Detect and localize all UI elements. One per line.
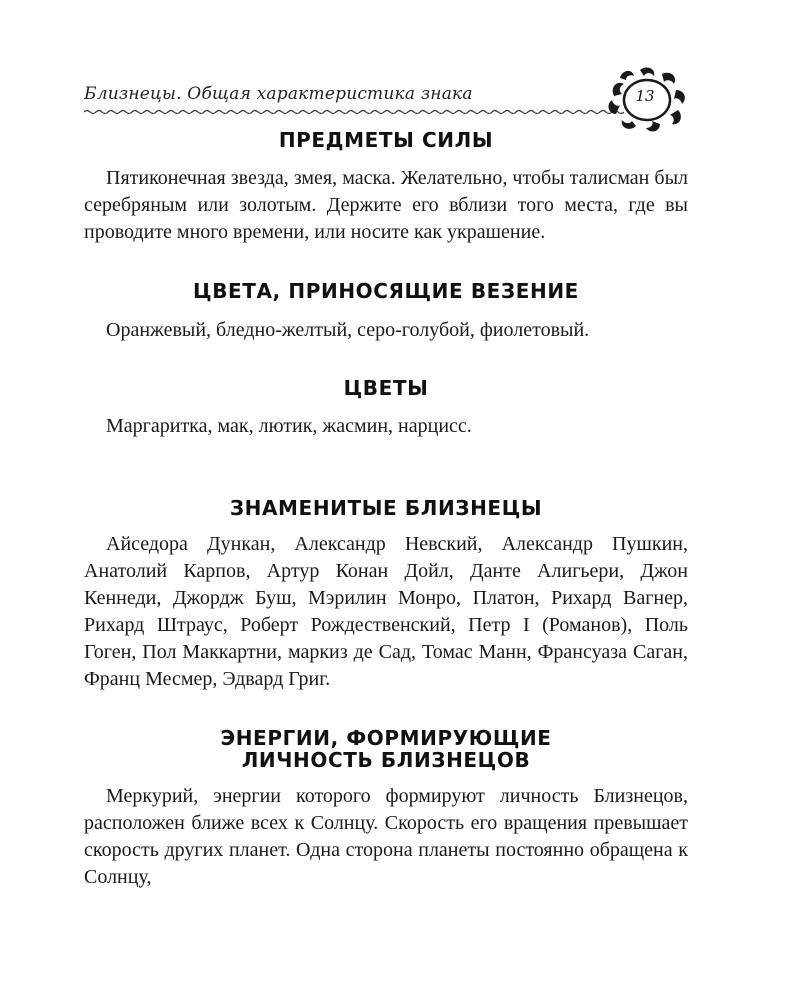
- section-text-famous-geminis: Айседора Дункан, Александр Невский, Александр Пушкин, Анатолий Карпов, Артур Конан Дойл, Данте Алигьери, Джон Кеннеди, Джордж Буш, Мэрилин Монро, Платон, Рихард Вагнер, Рихард Штраус, Роберт Рождественский, Петр I (Романов), Поль Гоген, Пол Маккартни, маркиз де Сад, Томас Манн, Франсуаза Саган, Франц Месмер, Эдвард Григ.: [84, 533, 688, 690]
- section-text-energies: Меркурий, энергии которого формируют личность Близнецов, расположен ближе всех к Солнцу. Скорость его вращения превышает скорость других планет. Одна сторона планеты постоянно обращена к Солнцу,: [84, 785, 688, 888]
- section-heading-lucky-colors: ЦВЕТА, ПРИНОСЯЩИЕ ВЕЗЕНИЕ: [193, 279, 579, 303]
- section-text-objects-of-power: Пятиконечная звезда, змея, маска. Желательно, чтобы талисман был серебряным или золотым. Держите его вблизи того места, где вы проводите много времени, или носите как украшение.: [84, 167, 688, 243]
- section-text-lucky-colors: Оранжевый, бледно-желтый, серо-голубой, фиолетовый.: [106, 319, 590, 341]
- section-heading-energies-line1: ЭНЕРГИИ, ФОРМИРУЮЩИЕ: [220, 726, 552, 750]
- section-text-flowers: Маргаритка, мак, лютик, жасмин, нарцисс.: [106, 415, 472, 437]
- page-body: [84, 124, 688, 891]
- section-heading-energies: [84, 727, 688, 771]
- section-heading-objects-of-power: ПРЕДМЕТЫ СИЛЫ: [278, 128, 494, 152]
- section-heading-famous-geminis: ЗНАМЕНИТЫЕ БЛИЗНЕЦЫ: [229, 496, 543, 520]
- header-wavy-rule: [84, 109, 624, 115]
- running-head: Близнецы. Общая характеристика знака: [84, 84, 473, 104]
- section-heading-energies-line2: ЛИЧНОСТЬ БЛИЗНЕЦОВ: [241, 748, 531, 772]
- section-heading-flowers: ЦВЕТЫ: [343, 376, 429, 400]
- page-number: 13: [635, 87, 655, 105]
